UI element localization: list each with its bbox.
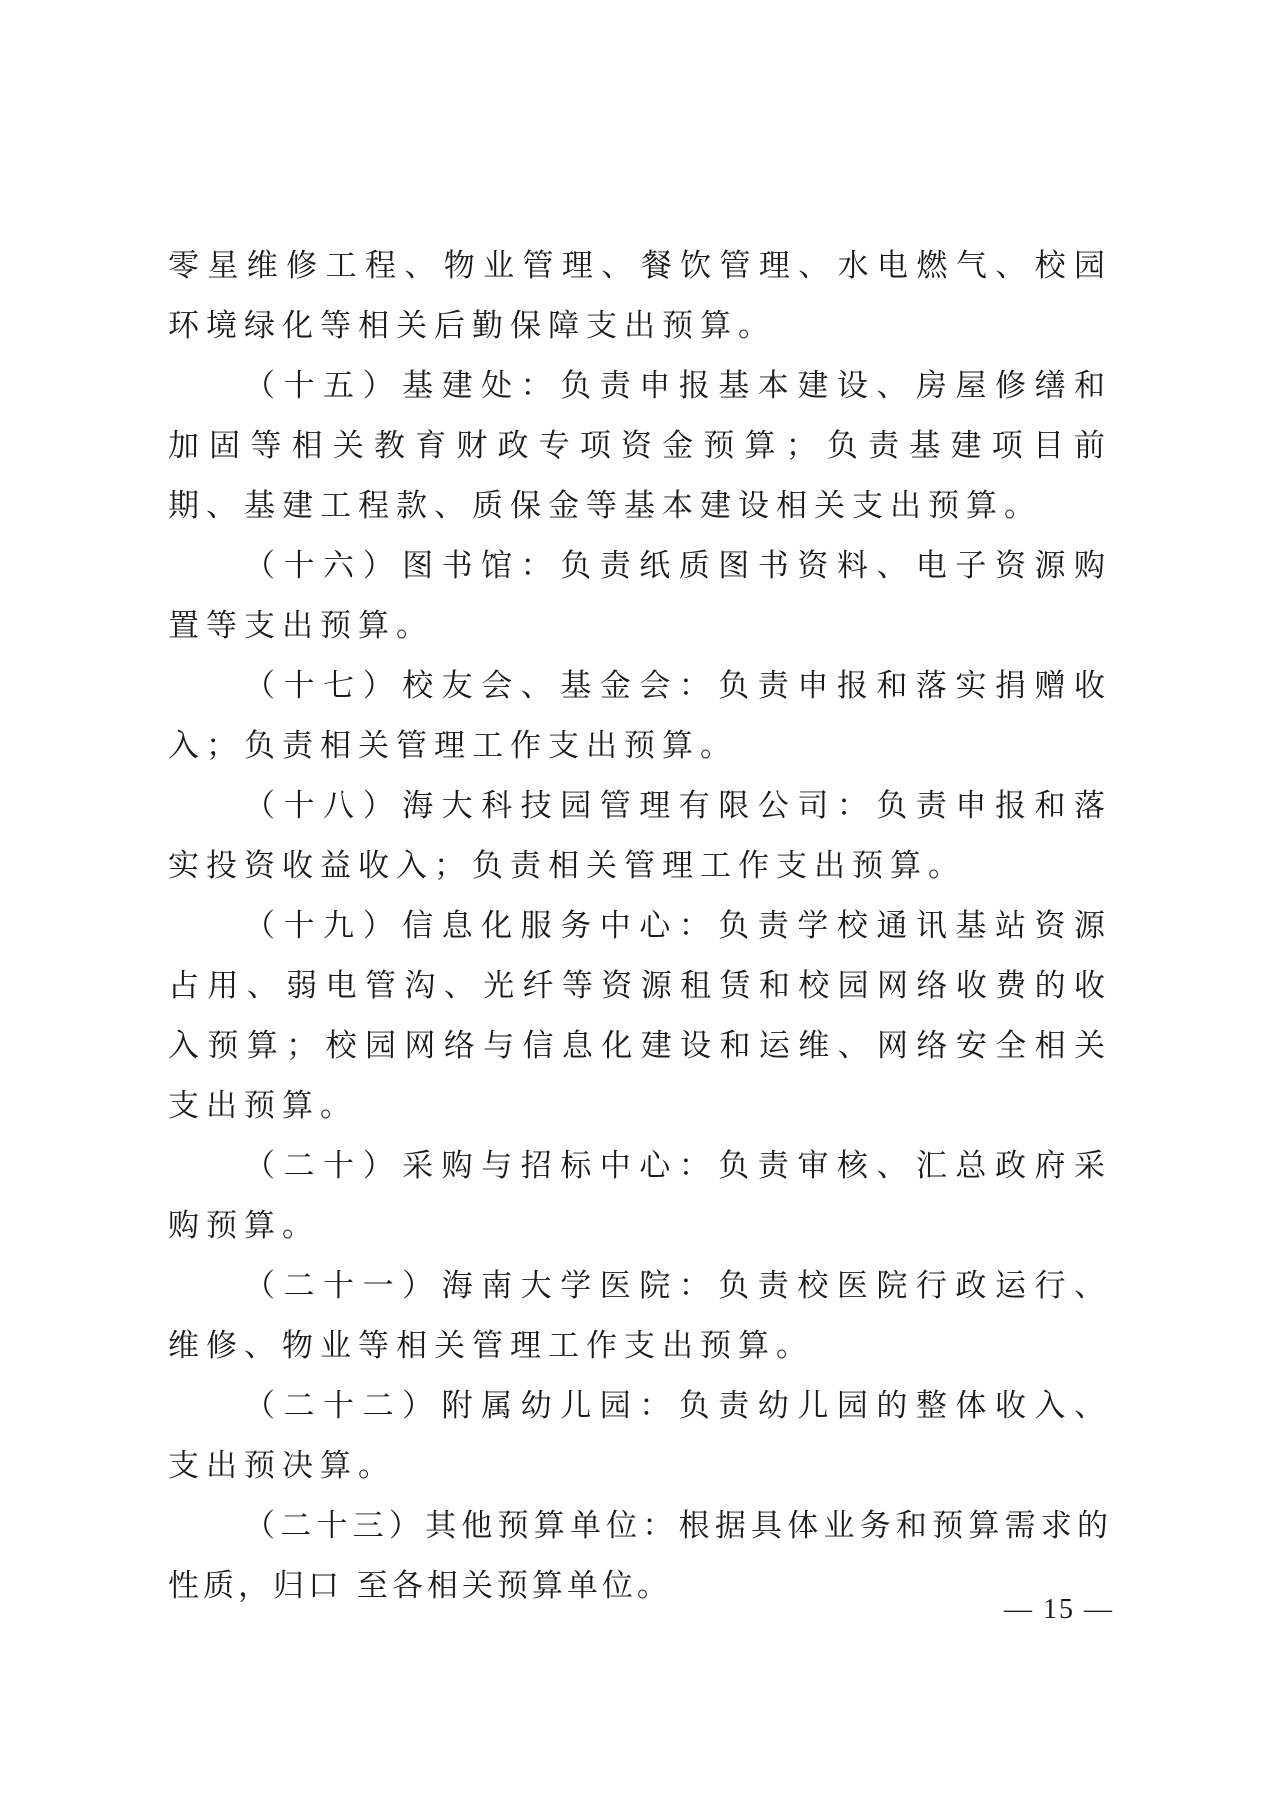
page-number: — 15 — [1004,1594,1114,1625]
paragraph-university-hospital: （二十一）海南大学医院：负责校医院行政运行、维修、物业等相关管理工作支出预算。 [168,1268,1112,1364]
paragraph-infrastructure-office: （十五）基建处：负责申报基本建设、房屋修缮和加固等相关教育财政专项资金预算；负责基建项目前期、基建工程款、质保金等基本建设相关支出预算。 [168,368,1112,524]
paragraph-kindergarten: （二十二）附属幼儿园：负责幼儿园的整体收入、支出预决算。 [168,1388,1112,1484]
paragraph-library: （十六）图书馆：负责纸质图书资料、电子资源购置等支出预算。 [168,548,1112,644]
paragraph-procurement-center: （二十）采购与招标中心：负责审核、汇总政府采购预算。 [168,1148,1112,1244]
paragraph-information-center: （十九）信息化服务中心：负责学校通讯基站资源占用、弱电管沟、光纤等资源租赁和校园网络收费的收入预算；校园网络与信息化建设和运维、网络安全相关支出预算。 [168,908,1112,1124]
paragraph-other-units: （二十三）其他预算单位：根据具体业务和预算需求的性质，归口 至各相关预算单位。 [168,1508,1112,1604]
paragraph-alumni-foundation: （十七）校友会、基金会：负责申报和落实捐赠收入；负责相关管理工作支出预算。 [168,668,1112,764]
paragraph-continued: 零星维修工程、物业管理、餐饮管理、水电燃气、校园环境绿化等相关后勤保障支出预算。 [168,248,1112,344]
document-body [168,236,1112,1616]
paragraph-science-park: （十八）海大科技园管理有限公司：负责申报和落实投资收益收入；负责相关管理工作支出预算。 [168,788,1112,884]
